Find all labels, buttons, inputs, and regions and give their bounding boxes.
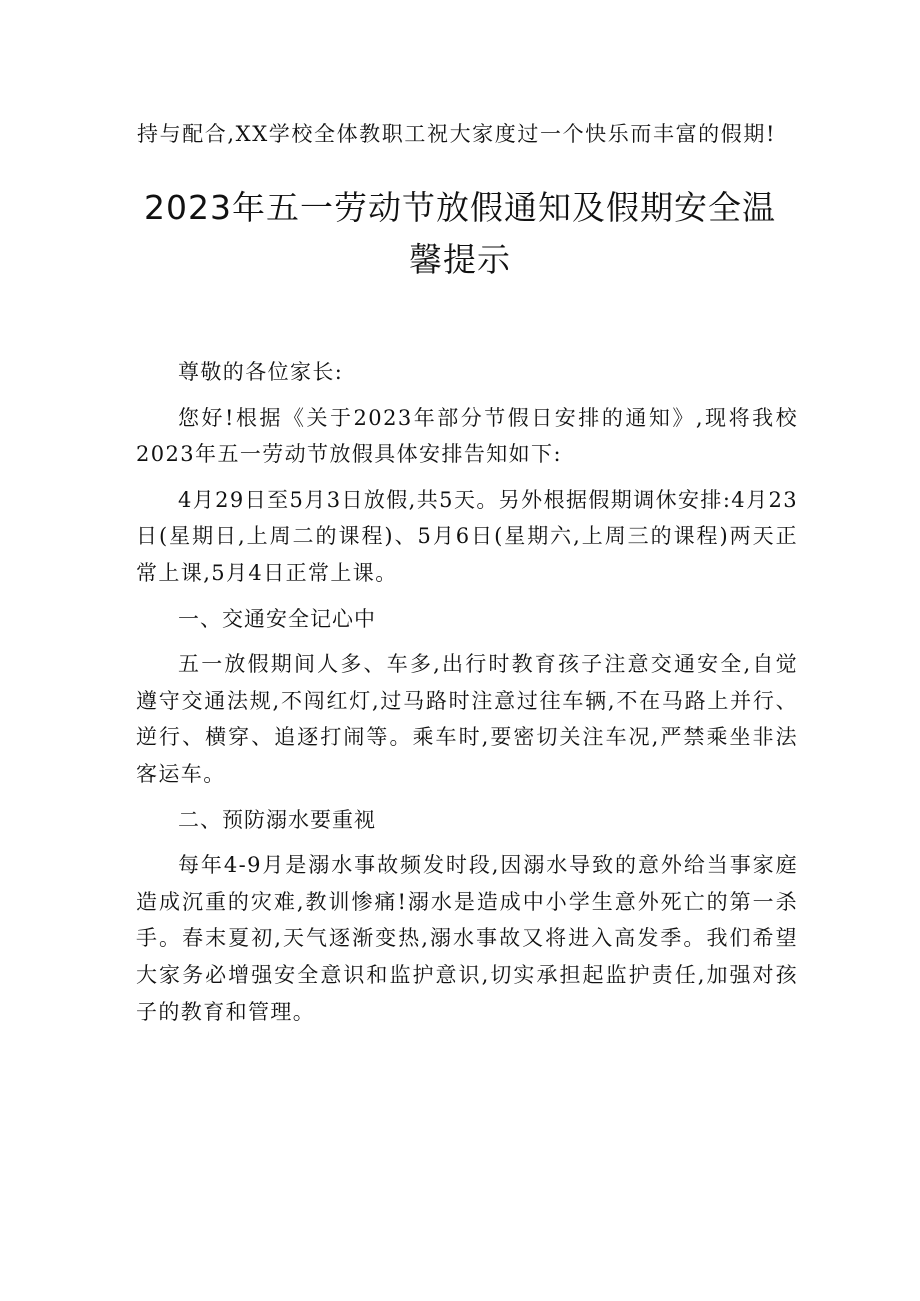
section-heading-traffic: 一、交通安全记心中 — [178, 606, 376, 631]
salutation: 尊敬的各位家长: — [178, 360, 344, 384]
section-heading-drowning: 二、预防溺水要重视 — [178, 807, 376, 832]
traffic-safety-paragraph: 五一放假期间人多、车多,出行时教育孩子注意交通安全,自觉遵守交通法规,不闯红灯,过马路时注意过往车辆,不在马路上并行、逆行、横穿、追逐打闹等。乘车时,要密切关注车况,严禁乘坐非法客运车。 — [136, 652, 798, 786]
previous-page-continuation: 持与配合,XX学校全体教职工祝大家度过一个快乐而丰富的假期! — [137, 122, 777, 146]
intro-paragraph: 您好!根据《关于2023年部分节假日安排的通知》,现将我校2023年五一劳动节放假具体安排告知如下: — [136, 405, 798, 467]
drowning-prevention-paragraph: 每年4-9月是溺水事故频发时段,因溺水导致的意外给当事家庭造成沉重的灾难,教训惨痛!溺水是造成中小学生意外死亡的第一杀手。春末夏初,天气逐渐变热,溺水事故又将进入高发季。我们希望大家务必增强安全意识和监护意识,切实承担起监护责任,加强对孩子的教育和管理。 — [136, 853, 798, 1024]
notice-body — [136, 354, 798, 1039]
schedule-paragraph: 4月29日至5月3日放假,共5天。另外根据假期调休安排:4月23日(星期日,上周二的课程)、5月6日(星期六,上周三的课程)两天正常上课,5月4日正常上课。 — [136, 487, 798, 585]
notice-title-line-1: 2023年五一劳动节放假通知及假期安全温 — [144, 188, 776, 227]
notice-title-line-2: 馨提示 — [409, 240, 511, 279]
notice-title — [120, 182, 800, 286]
